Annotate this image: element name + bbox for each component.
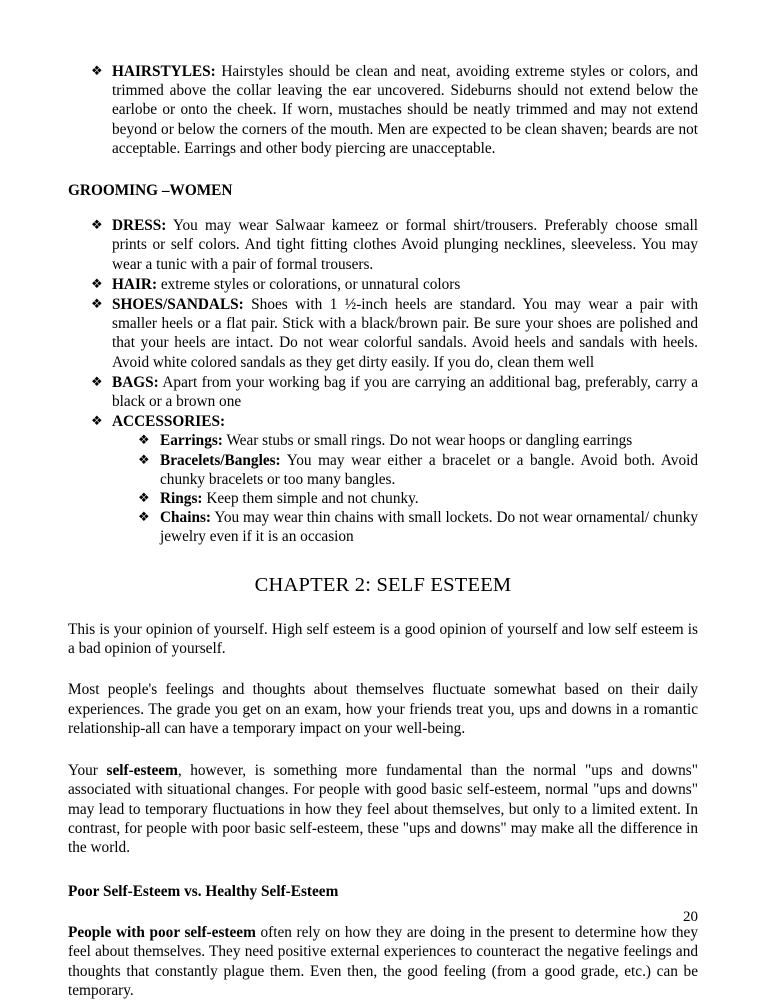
- spacer: [68, 858, 698, 882]
- diamond-bullet-icon: ❖: [91, 297, 103, 313]
- paragraph-intro: This is your opinion of yourself. High self esteem is a good opinion of yourself and low self esteem is a bad opinion of yourself.: [68, 620, 698, 658]
- list-item-shoes-sandals: [68, 295, 698, 372]
- spacer: [68, 739, 698, 761]
- subheading-poor-vs-healthy: Poor Self-Esteem vs. Healthy Self-Esteem: [68, 882, 339, 900]
- grooming-women-list: [68, 216, 698, 546]
- diamond-bullet-icon: ❖: [91, 276, 103, 292]
- accessories-sublist: [112, 431, 698, 546]
- inline-bold-self-esteem: self-esteem: [106, 761, 178, 779]
- spacer: [68, 658, 698, 680]
- diamond-bullet-icon: ❖: [138, 452, 150, 468]
- inline-bold-people-with-poor-self-esteem: People with poor self-esteem: [68, 923, 256, 941]
- sublist-item-text: Wear stubs or small rings. Do not wear hoops or dangling earrings: [222, 432, 633, 450]
- list-item-dress: [68, 216, 698, 274]
- sublist-item-chains: [112, 508, 698, 546]
- diamond-bullet-icon: ❖: [138, 510, 150, 526]
- list-item-text: You may wear Salwaar kameez or formal shirt/trousers. Preferably choose small prints or self colors. And tight fitting clothes Avoid plunging necklines, sleeveless. You may wear a tunic with a pair of formal trousers.: [112, 217, 698, 273]
- list-item-term: HAIR:: [112, 275, 158, 293]
- sublist-item-term: Chains:: [160, 509, 212, 527]
- list-item-text: Apart from your working bag if you are carrying an additional bag, preferably, carry a black or a brown one: [112, 373, 698, 411]
- list-item-term: HAIRSTYLES:: [112, 63, 216, 80]
- spacer: [68, 200, 698, 216]
- list-item-term: ACCESSORIES:: [112, 413, 226, 431]
- section-heading-grooming-women: GROOMING –WOMEN: [68, 182, 233, 200]
- list-item-hairstyles: [68, 62, 698, 158]
- sublist-item-text: Keep them simple and not chunky.: [202, 490, 419, 508]
- paragraph-text-post: , however, is something more fundamental than the normal "ups and downs" associated with situational changes. For people with good basic self-esteem, normal "ups and downs" may lead to temporary fluctuations in how they feel about themselves, but only to a limited extent. In contrast, for people with poor basic self-esteem, these "ups and downs" may make all the difference in the world.: [68, 761, 698, 857]
- paragraph-poor-self-esteem: [68, 923, 698, 1001]
- list-item-bags: [68, 373, 698, 411]
- chapter-title: CHAPTER 2: SELF ESTEEM: [254, 573, 512, 596]
- paragraph-self-esteem: [68, 761, 698, 858]
- sublist-item-text: You may wear either a bracelet or a bangle. Avoid both. Avoid chunky bracelets or too many bangles.: [160, 451, 698, 488]
- paragraph-text-pre: Your: [68, 761, 107, 779]
- spacer: [68, 159, 698, 181]
- diamond-bullet-icon: ❖: [91, 374, 103, 390]
- sublist-item-term: Bracelets/Bangles:: [160, 451, 281, 469]
- diamond-bullet-icon: ❖: [138, 433, 150, 449]
- list-item-accessories: [68, 412, 698, 546]
- list-item-term: DRESS:: [112, 217, 167, 235]
- page-content: [68, 62, 698, 1001]
- sublist-item-text: You may wear thin chains with small lockets. Do not wear ornamental/ chunky jewelry even if it is an occasion: [160, 509, 698, 546]
- spacer: [68, 548, 698, 572]
- list-item-hair: [68, 275, 698, 294]
- paragraph-text-post: often rely on how they are doing in the present to determine how they feel about themselves. They need positive external experiences to counteract the negative feelings and thoughts that constantly plague them. Even then, the good feeling (from a good grade, etc.) can be temporary.: [68, 923, 698, 1000]
- sublist-item-term: Rings:: [160, 490, 203, 508]
- sublist-item-earrings: [112, 431, 698, 450]
- list-item-term: BAGS:: [112, 373, 159, 391]
- paragraph-fluctuations: Most people's feelings and thoughts about themselves fluctuate somewhat based on their daily experiences. The grade you get on an exam, how your friends treat you, ups and downs in a romantic relationship-all can have a temporary impact on your well-being.: [68, 681, 698, 738]
- spacer: [68, 598, 698, 620]
- list-item-text: extreme styles or colorations, or unnatural colors: [157, 275, 461, 293]
- list-item-term: SHOES/SANDALS:: [112, 296, 244, 314]
- page-number: 20: [683, 909, 698, 925]
- diamond-bullet-icon: ❖: [91, 64, 103, 79]
- list-item-text: Shoes with 1 ½-inch heels are standard. You may wear a pair with smaller heels or a flat pair. Stick with a black/brown pair. Be sure your shoes are polished and that your heels are intact. Do not wear colorful sandals. Avoid heels and sandals with heels. Avoid white colored sandals as they get dirty easily. If you do, clean them well: [112, 296, 698, 371]
- diamond-bullet-icon: ❖: [91, 414, 103, 430]
- sublist-item-rings: [112, 489, 698, 508]
- grooming-men-list: [68, 62, 698, 158]
- sublist-item-bracelets-bangles: [112, 451, 698, 489]
- list-item-text: Hairstyles should be clean and neat, avoiding extreme styles or colors, and trimmed above the collar leaving the ear uncovered. Sideburns should not extend below the earlobe or onto the cheek. If worn, mustaches should be neatly trimmed and may not extend beyond or below the corners of the mouth. Men are expected to be clean shaven; beards are not acceptable. Earrings and other body piercing are unacceptable.: [112, 63, 698, 157]
- diamond-bullet-icon: ❖: [91, 218, 103, 234]
- diamond-bullet-icon: ❖: [138, 491, 150, 507]
- sublist-item-term: Earrings:: [160, 432, 223, 450]
